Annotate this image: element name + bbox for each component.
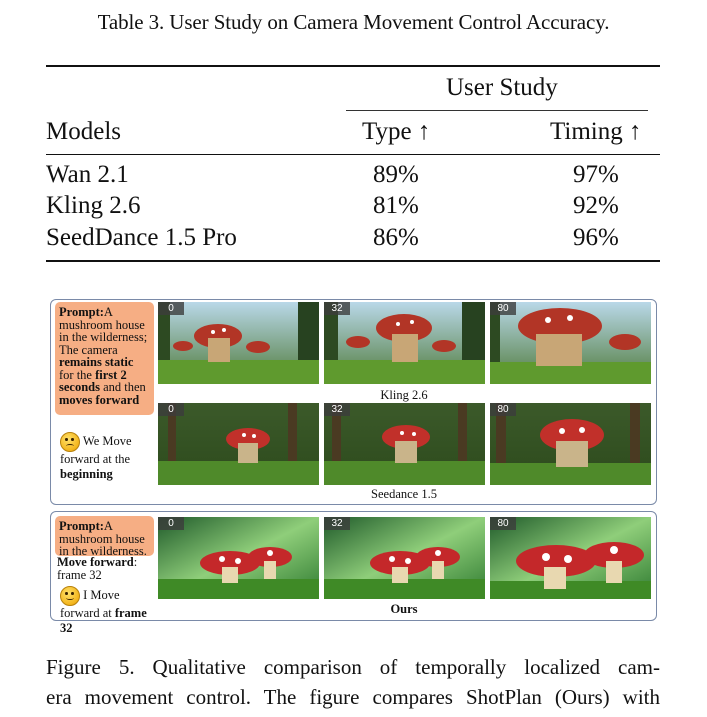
caption-line: Figure 5. Qualitative comparison of temporally localized cam- <box>46 655 660 679</box>
row-timing: 96% <box>573 224 619 251</box>
frame-index: 32 <box>324 403 350 416</box>
row-type: 86% <box>373 224 419 251</box>
frame-index: 80 <box>490 302 516 315</box>
video-frame <box>490 517 651 599</box>
frame-index: 32 <box>324 517 350 530</box>
frame-index: 80 <box>490 403 516 416</box>
note-bold: frame 32 <box>60 606 147 635</box>
prompt-moves: moves forward <box>59 392 140 407</box>
row-timing: 97% <box>573 161 619 188</box>
table-top-rule <box>46 65 660 67</box>
move-bold: Move forward <box>57 555 134 569</box>
table-bottom-rule <box>46 260 660 262</box>
row-timing: 92% <box>573 192 619 219</box>
prompt-label: Prompt: <box>59 305 104 319</box>
row-model: Kling 2.6 <box>46 192 141 219</box>
smile-face-icon <box>60 586 80 606</box>
prompt-camera: The camera <box>59 342 118 357</box>
prompt-box <box>55 516 154 556</box>
col-header-timing: Timing ↑ <box>550 118 642 145</box>
prompt-and-then: and then <box>103 380 146 394</box>
frame-index: 0 <box>158 302 184 315</box>
row-model: SeedDance 1.5 Pro <box>46 224 237 251</box>
video-frame <box>490 302 651 384</box>
frame-index: 32 <box>324 302 350 315</box>
frame-index: 0 <box>158 517 184 530</box>
note-ours <box>60 586 160 636</box>
prompt-static: remains static <box>59 355 134 369</box>
figure-caption <box>46 652 660 712</box>
move-instruction <box>57 556 157 582</box>
sad-face-icon <box>60 432 80 452</box>
frame-index: 80 <box>490 517 516 530</box>
video-frame <box>324 517 485 599</box>
col-header-models: Models <box>46 118 121 145</box>
row-type: 81% <box>373 192 419 219</box>
video-frame <box>324 403 485 485</box>
note-bold: beginning <box>60 467 113 481</box>
row-type: 89% <box>373 161 419 188</box>
prompt-label: Prompt: <box>59 519 104 533</box>
frame-index: 0 <box>158 403 184 416</box>
note-baseline <box>60 432 156 482</box>
prompt-for-the: for the <box>59 367 92 382</box>
prompt-text: A mushroom house in the wilderness. <box>59 519 147 558</box>
caption-line: era movement control. The figure compares ShotPlan (Ours) with <box>46 685 660 709</box>
col-header-type: Type ↑ <box>362 118 431 145</box>
header-rule <box>46 154 660 155</box>
prompt-box <box>55 302 154 415</box>
group-header: User Study <box>446 74 558 101</box>
prompt-text: A mushroom house in the wilderness; <box>59 305 148 344</box>
move-text: : frame 32 <box>57 555 138 582</box>
video-frame <box>158 403 319 485</box>
video-frame <box>158 302 319 384</box>
row-model: Wan 2.1 <box>46 161 129 188</box>
video-frame <box>490 403 651 485</box>
video-frame <box>324 302 485 384</box>
note-text: I Move forward at <box>60 587 120 620</box>
prompt-first: first 2 seconds <box>59 367 127 394</box>
row-label-ours: Ours <box>390 602 418 616</box>
row-label: Kling 2.6 <box>380 388 428 402</box>
group-header-rule <box>346 110 648 111</box>
note-text: We Move forward at the <box>60 433 132 466</box>
table-caption: Table 3. User Study on Camera Movement Control Accuracy. <box>97 10 610 34</box>
row-label: Seedance 1.5 <box>371 487 437 501</box>
video-frame <box>158 517 319 599</box>
